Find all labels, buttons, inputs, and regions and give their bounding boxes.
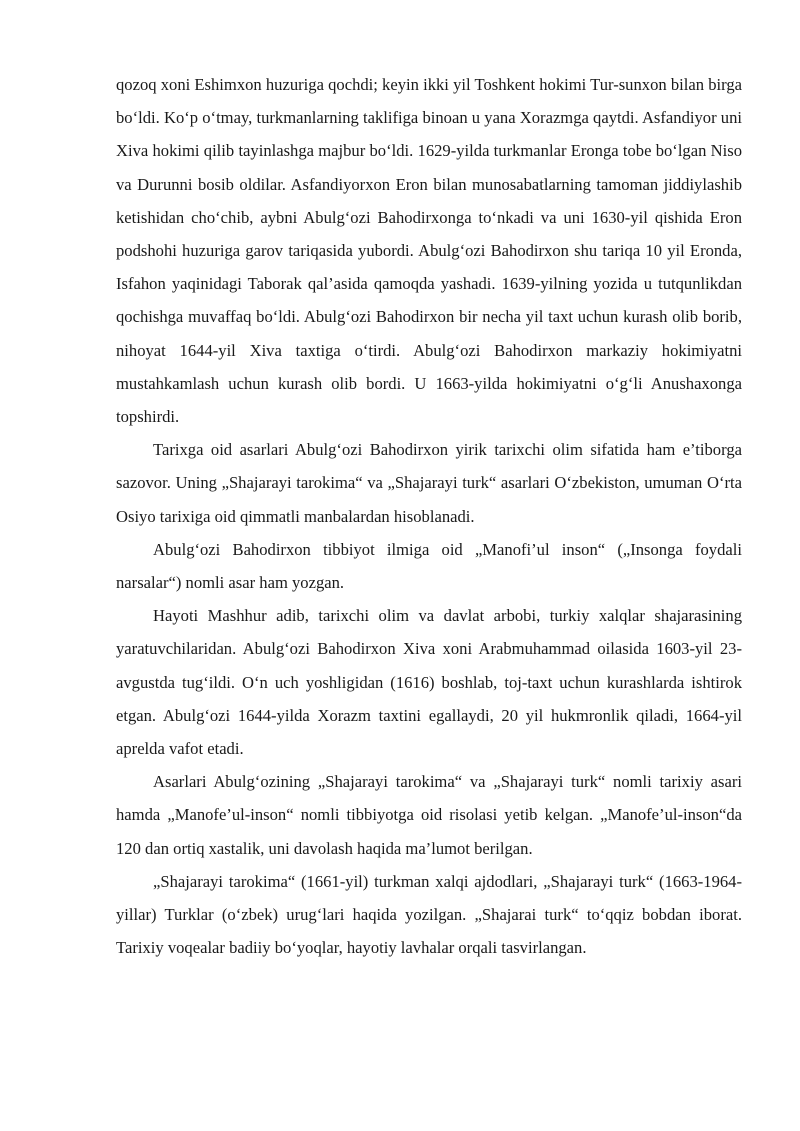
paragraph-continuation: qozoq xoni Eshimxon huzuriga qochdi; keyin ikki yil Toshkent hokimi Tur-sunxon bilan birga bo‘ldi. Ko‘p o‘tmay, turkmanlarning taklifiga binoan u yana Xorazmga qaytdi. Asfandiyor uni Xiva hokimi qilib tayinlashga majbur bo‘ldi. 1629-yilda turkmanlar Eronga tobe bo‘lgan Niso va Durunni bosib oldilar. Asfandiyorxon Eron bilan munosabatlarning tamoman jiddiylashib ketishidan cho‘chib, aybni Abulg‘ozi Bahodirxonga to‘nkadi va uni 1630-yil qishida Eron podshohi huzuriga garov tariqasida yubordi. Abulg‘ozi Bahodirxon shu tariqa 10 yil Eronda, Isfahon yaqinidagi Taborak qal’asida qamoqda yashadi. 1639-yilning yozida u tutqunlikdan qochishga muvaffaq bo‘ldi. Abulg‘ozi Bahodirxon bir necha yil taxt uchun kurash olib borib, nihoyat 1644-yil Xiva taxtiga o‘tirdi. Abulg‘ozi Bahodirxon markaziy hokimiyatni mustahkamlash uchun kurash olib bordi. U 1663-yilda hokimiyatni o‘g‘li Anushaxonga topshirdi. xyxy=(116,75,742,427)
paragraph-works: Asarlari Abulg‘ozining „Shajarayi tarokima“ va „Shajarayi turk“ nomli tarixiy asari hamda „Manofe’ul-inson“ nomli tibbiyotga oid risolasi yetib kelgan. „Manofe’ul-inson“da 120 dan ortiq xastalik, uni davolash haqida ma’lumot berilgan. xyxy=(116,772,742,858)
paragraph-biography: Hayoti Mashhur adib, tarixchi olim va davlat arbobi, turkiy xalqlar shajarasining yaratuvchilaridan. Abulg‘ozi Bahodirxon Xiva xoni Arabmuhammad oilasida 1603-yil 23-avgustda tug‘ildi. O‘n uch yoshligidan (1616) boshlab, toj-taxt uchun kurashlarda ishtirok etgan. Abulg‘ozi 1644-yilda Xorazm taxtini egallaydi, 20 yil hukmronlik qiladi, 1664-yil aprelda vafot etadi. xyxy=(116,606,742,759)
paragraph-historical-works: Tarixga oid asarlari Abulg‘ozi Bahodirxon yirik tarixchi olim sifatida ham e’tiborga sazovor. Uning „Shajarayi tarokima“ va „Shajarayi turk“ asarlari O‘zbekiston, umuman O‘rta Osiyo tarixiga oid qimmatli manbalardan hisoblanadi. xyxy=(116,440,742,526)
paragraph-shajara: „Shajarayi tarokima“ (1661-yil) turkman xalqi ajdodlari, „Shajarayi turk“ (1663-1964-yillar) Turklar (o‘zbek) urug‘lari haqida yozilgan. „Shajarai turk“ to‘qqiz bobdan iborat. Tarixiy voqealar badiiy bo‘yoqlar, hayotiy lavhalar orqali tasvirlangan. xyxy=(116,871,742,958)
document-body xyxy=(116,68,742,964)
paragraph-medical-work: Abulg‘ozi Bahodirxon tibbiyot ilmiga oid „Manofi’ul inson“ („Insonga foydali narsalar“) nomli asar ham yozgan. xyxy=(116,539,742,593)
